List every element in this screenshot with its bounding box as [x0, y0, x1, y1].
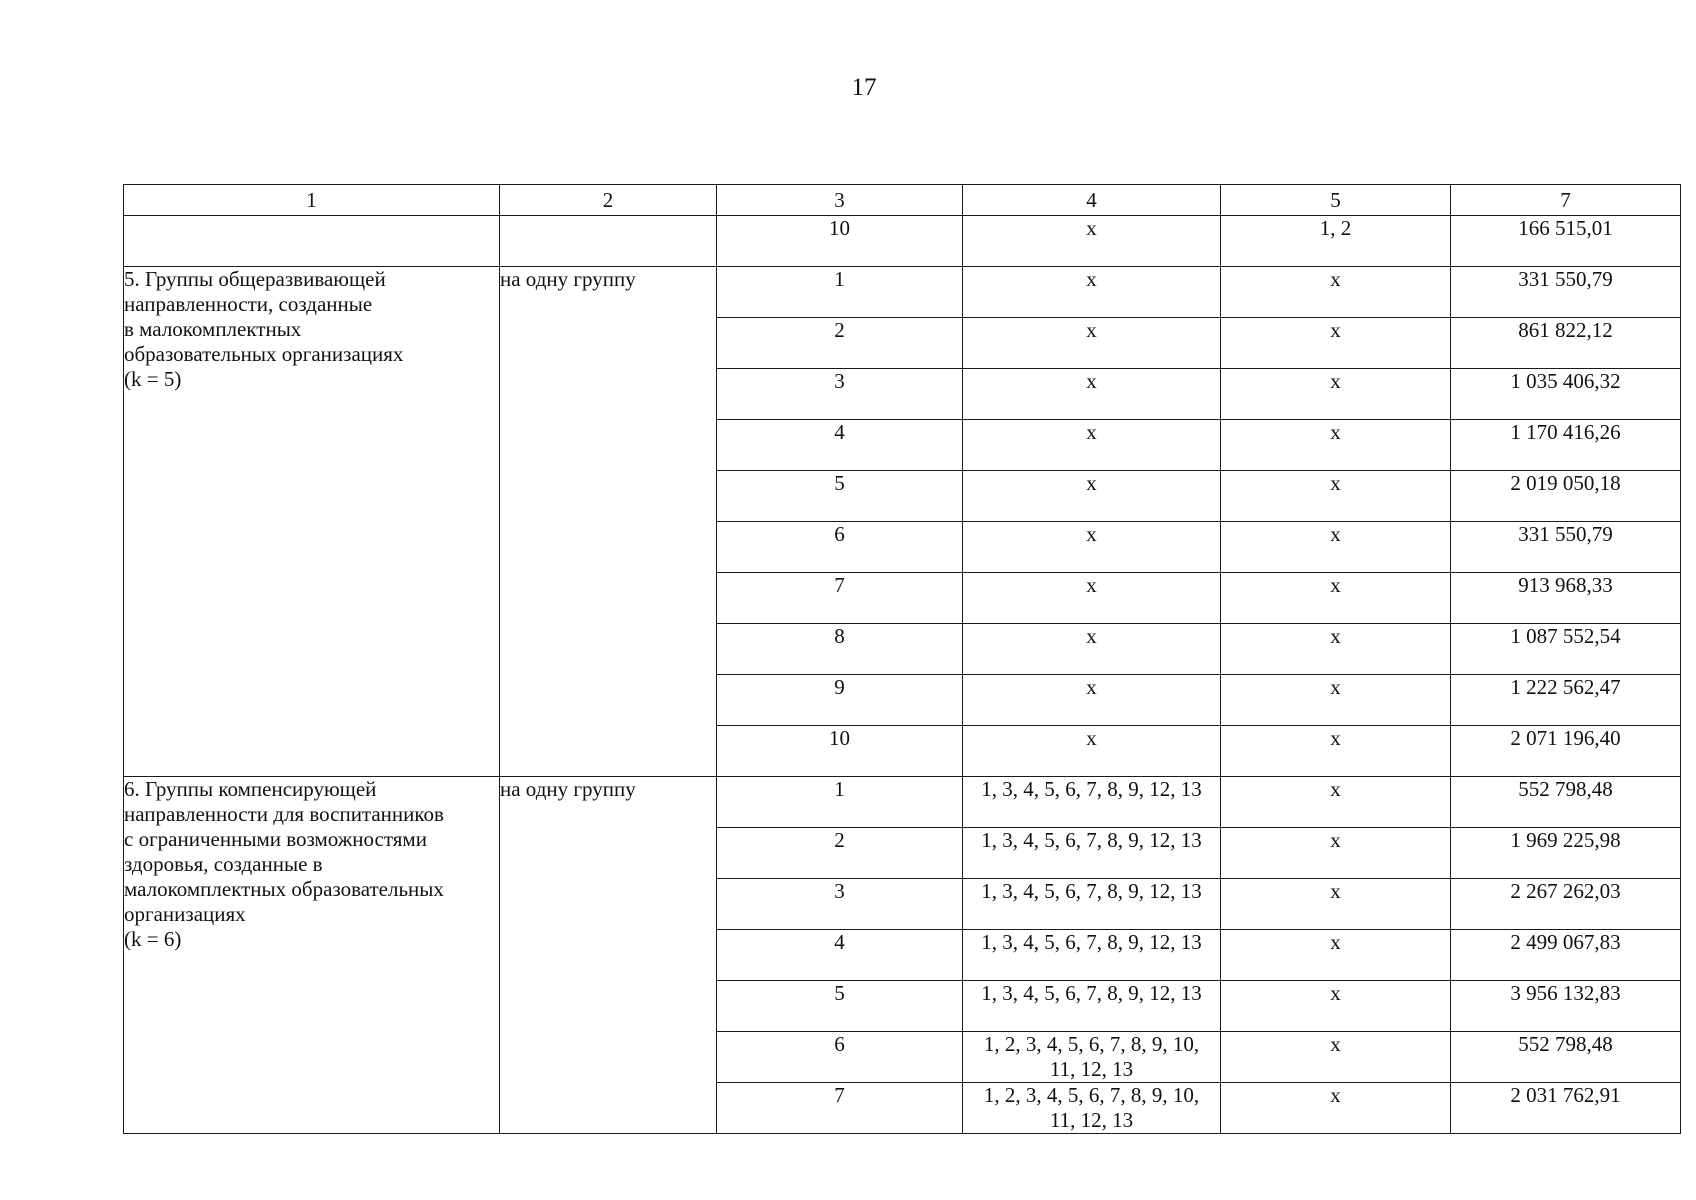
category-line: 1, 2, 3, 4, 5, 6, 7, 8, 9, 10,	[983, 1083, 1200, 1107]
category-cell: x	[963, 471, 1221, 522]
amount-cell: 1 087 552,54	[1451, 624, 1681, 675]
group-name-line: (k = 6)	[124, 927, 182, 951]
category-cell	[963, 1083, 1221, 1134]
amount-cell: 2 499 067,83	[1451, 930, 1681, 981]
count-cell: 6	[717, 522, 963, 573]
group-name-line: организациях	[124, 902, 246, 926]
category-cell	[963, 981, 1221, 1032]
condition-cell: x	[1221, 420, 1451, 471]
group-name-line: направленности для воспитанников	[124, 802, 444, 826]
category-cell	[963, 930, 1221, 981]
count-cell: 8	[717, 624, 963, 675]
column-number: 1	[124, 185, 500, 216]
category-line: 11, 12, 13	[1049, 1057, 1134, 1081]
column-number: 2	[500, 185, 717, 216]
continuation-row	[124, 216, 1681, 267]
column-number: 5	[1221, 185, 1451, 216]
count-cell: 9	[717, 675, 963, 726]
tariff-table	[123, 184, 1681, 1134]
condition-cell: x	[1221, 1083, 1451, 1134]
category-cell: x	[963, 573, 1221, 624]
count-cell: 5	[717, 981, 963, 1032]
amount-cell: 1 222 562,47	[1451, 675, 1681, 726]
condition-cell: x	[1221, 471, 1451, 522]
category-cell	[963, 879, 1221, 930]
group-name-line: направленности, созданные	[124, 292, 373, 316]
group-name-line: образовательных организациях	[124, 342, 404, 366]
condition-cell: x	[1221, 624, 1451, 675]
condition-cell: x	[1221, 930, 1451, 981]
column-number: 3	[717, 185, 963, 216]
category-cell: x	[963, 624, 1221, 675]
count-cell: 7	[717, 1083, 963, 1134]
page-number: 17	[851, 74, 877, 101]
amount-cell: 2 267 262,03	[1451, 879, 1681, 930]
category-cell: x	[963, 522, 1221, 573]
amount-cell: 2 031 762,91	[1451, 1083, 1681, 1134]
category-cell: x	[963, 267, 1221, 318]
amount-cell: 1 035 406,32	[1451, 369, 1681, 420]
condition-cell: x	[1221, 726, 1451, 777]
condition-cell: x	[1221, 1032, 1451, 1083]
condition-cell: x	[1221, 318, 1451, 369]
group-name-line: с ограниченными возможностями	[124, 827, 427, 851]
group-name-cell	[124, 777, 500, 1134]
category-line: 1, 2, 3, 4, 5, 6, 7, 8, 9, 10,	[983, 1032, 1200, 1056]
amount-cell: 552 798,48	[1451, 777, 1681, 828]
condition-cell: x	[1221, 981, 1451, 1032]
amount-cell: 3 956 132,83	[1451, 981, 1681, 1032]
group-name-line: 6. Группы компенсирующей	[124, 777, 377, 801]
table-body	[124, 185, 1681, 1134]
condition-cell: 1, 2	[1221, 216, 1451, 267]
condition-cell: x	[1221, 879, 1451, 930]
count-cell: 6	[717, 1032, 963, 1083]
condition-cell: x	[1221, 522, 1451, 573]
category-line: 11, 12, 13	[1049, 1108, 1134, 1132]
condition-cell: x	[1221, 777, 1451, 828]
category-line: 1, 3, 4, 5, 6, 7, 8, 9, 12, 13	[981, 981, 1202, 1005]
count-cell: 5	[717, 471, 963, 522]
category-cell: x	[963, 369, 1221, 420]
amount-cell: 861 822,12	[1451, 318, 1681, 369]
condition-cell: x	[1221, 828, 1451, 879]
amount-cell: 166 515,01	[1451, 216, 1681, 267]
unit-cell: на одну группу	[500, 777, 717, 1134]
group-name-line: в малокомплектных	[124, 317, 302, 341]
table-row	[124, 777, 1681, 828]
category-cell: x	[963, 420, 1221, 471]
amount-cell: 552 798,48	[1451, 1032, 1681, 1083]
group-name-line: (k = 5)	[124, 367, 182, 391]
group-name-cell-empty	[124, 216, 500, 267]
category-line: 1, 3, 4, 5, 6, 7, 8, 9, 12, 13	[981, 879, 1202, 903]
unit-cell: на одну группу	[500, 267, 717, 777]
category-cell: x	[963, 216, 1221, 267]
count-cell: 4	[717, 420, 963, 471]
amount-cell: 1 969 225,98	[1451, 828, 1681, 879]
category-line: 1, 3, 4, 5, 6, 7, 8, 9, 12, 13	[981, 828, 1202, 852]
column-number: 4	[963, 185, 1221, 216]
condition-cell: x	[1221, 675, 1451, 726]
count-cell: 2	[717, 828, 963, 879]
count-cell: 7	[717, 573, 963, 624]
unit-cell-empty	[500, 216, 717, 267]
group-name-cell	[124, 267, 500, 777]
amount-cell: 331 550,79	[1451, 267, 1681, 318]
category-cell	[963, 777, 1221, 828]
count-cell: 2	[717, 318, 963, 369]
group-name-line: 5. Группы общеразвивающей	[124, 267, 386, 291]
count-cell: 1	[717, 777, 963, 828]
count-cell: 10	[717, 216, 963, 267]
category-cell: x	[963, 318, 1221, 369]
category-line: 1, 3, 4, 5, 6, 7, 8, 9, 12, 13	[981, 777, 1202, 801]
column-number: 7	[1451, 185, 1681, 216]
count-cell: 3	[717, 369, 963, 420]
table-row	[124, 267, 1681, 318]
condition-cell: x	[1221, 573, 1451, 624]
category-cell	[963, 1032, 1221, 1083]
amount-cell: 913 968,33	[1451, 573, 1681, 624]
amount-cell: 2 019 050,18	[1451, 471, 1681, 522]
count-cell: 3	[717, 879, 963, 930]
amount-cell: 2 071 196,40	[1451, 726, 1681, 777]
column-number-row	[124, 185, 1681, 216]
condition-cell: x	[1221, 369, 1451, 420]
count-cell: 4	[717, 930, 963, 981]
category-cell: x	[963, 675, 1221, 726]
count-cell: 1	[717, 267, 963, 318]
amount-cell: 331 550,79	[1451, 522, 1681, 573]
group-name-line: здоровья, созданные в	[124, 852, 323, 876]
category-line: 1, 3, 4, 5, 6, 7, 8, 9, 12, 13	[981, 930, 1202, 954]
count-cell: 10	[717, 726, 963, 777]
amount-cell: 1 170 416,26	[1451, 420, 1681, 471]
group-name-line: малокомплектных образовательных	[124, 877, 444, 901]
category-cell: x	[963, 726, 1221, 777]
condition-cell: x	[1221, 267, 1451, 318]
category-cell	[963, 828, 1221, 879]
